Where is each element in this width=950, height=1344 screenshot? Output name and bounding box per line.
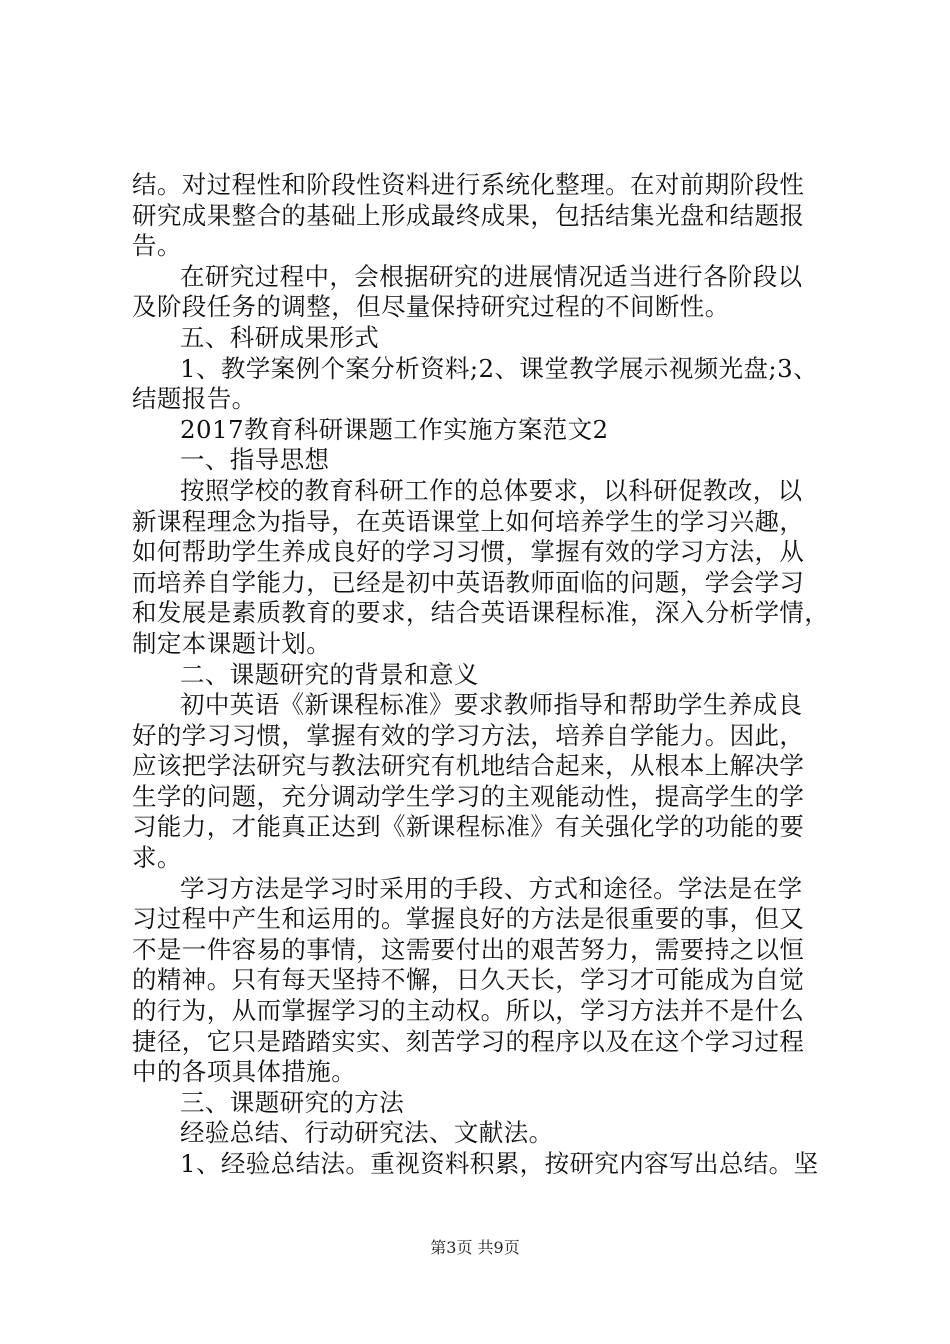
text-line: 及阶段任务的调整，但尽量保持研究过程的不间断性。 [132,292,730,322]
text-line: 二、课题研究的背景和意义 [180,659,479,689]
text-line: 捷径，它只是踏踏实实、刻苦学习的程序以及在这个学习过程 [132,1026,805,1056]
text-line: 的行为，从而掌握学习的主动权。所以，学习方法并不是什么 [132,996,805,1026]
text-line: 一、指导思想 [180,445,330,475]
text-line: 好的学习习惯，掌握有效的学习方法，培养自学能力。因此， [132,720,805,750]
text-line: 如何帮助学生养成良好的学习习惯，掌握有效的学习方法，从 [132,537,805,567]
text-line: 告。 [132,231,182,261]
text-line: 制定本课题计划。 [132,628,332,658]
text-line: 习过程中产生和运用的。掌握良好的方法是很重要的事，但又 [132,904,805,934]
text-line: 习能力，才能真正达到《新课程标准》有关强化学的功能的要 [132,812,805,842]
text-line: 五、科研成果形式 [180,322,380,352]
text-line: 按照学校的教育科研工作的总体要求，以科研促教改，以 [180,475,803,505]
text-line: 初中英语《新课程标准》要求教师指导和帮助学生养成良 [180,690,803,720]
text-line: 生学的问题，充分调动学生学习的主观能动性，提高学生的学 [132,781,805,811]
text-line: 1、教学案例个案分析资料;2、课堂教学展示视频光盘;3、 [180,353,818,383]
text-line: 新课程理念为指导，在英语课堂上如何培养学生的学习兴趣， [132,506,805,536]
page-number-footer: 第3页 共9页 [430,1238,520,1257]
text-line: 和发展是素质教育的要求，结合英语课程标准，深入分析学情， [132,598,830,628]
text-line: 而培养自学能力，已经是初中英语教师面临的问题，学会学习 [132,567,805,597]
text-line: 不是一件容易的事情，这需要付出的艰苦努力，需要持之以恒 [132,934,805,964]
text-line: 三、课题研究的方法 [180,1087,405,1117]
text-line: 结。对过程性和阶段性资料进行系统化整理。在对前期阶段性 [132,170,805,199]
document-body [132,170,834,1180]
text-line: 1、经验总结法。重视资料积累，按研究内容写出总结。坚 [180,1149,819,1178]
text-line: 中的各项具体措施。 [132,1057,357,1087]
text-line: 应该把学法研究与教法研究有机地结合起来，从根本上解决学 [132,751,805,781]
text-line: 经验总结、行动研究法、文献法。 [180,1118,554,1148]
text-line: 在研究过程中，会根据研究的进展情况适当进行各阶段以 [180,261,803,291]
text-line: 学习方法是学习时采用的手段、方式和途径。学法是在学 [180,873,803,903]
text-line: 的精神。只有每天坚持不懈，日久天长，学习才可能成为自觉 [132,965,805,995]
text-line: 研究成果整合的基础上形成最终成果，包括结集光盘和结题报 [132,200,805,230]
text-line: 求。 [132,843,182,873]
text-line: 2017教育科研课题工作实施方案范文2 [180,414,609,444]
text-line: 结题报告。 [132,384,257,414]
